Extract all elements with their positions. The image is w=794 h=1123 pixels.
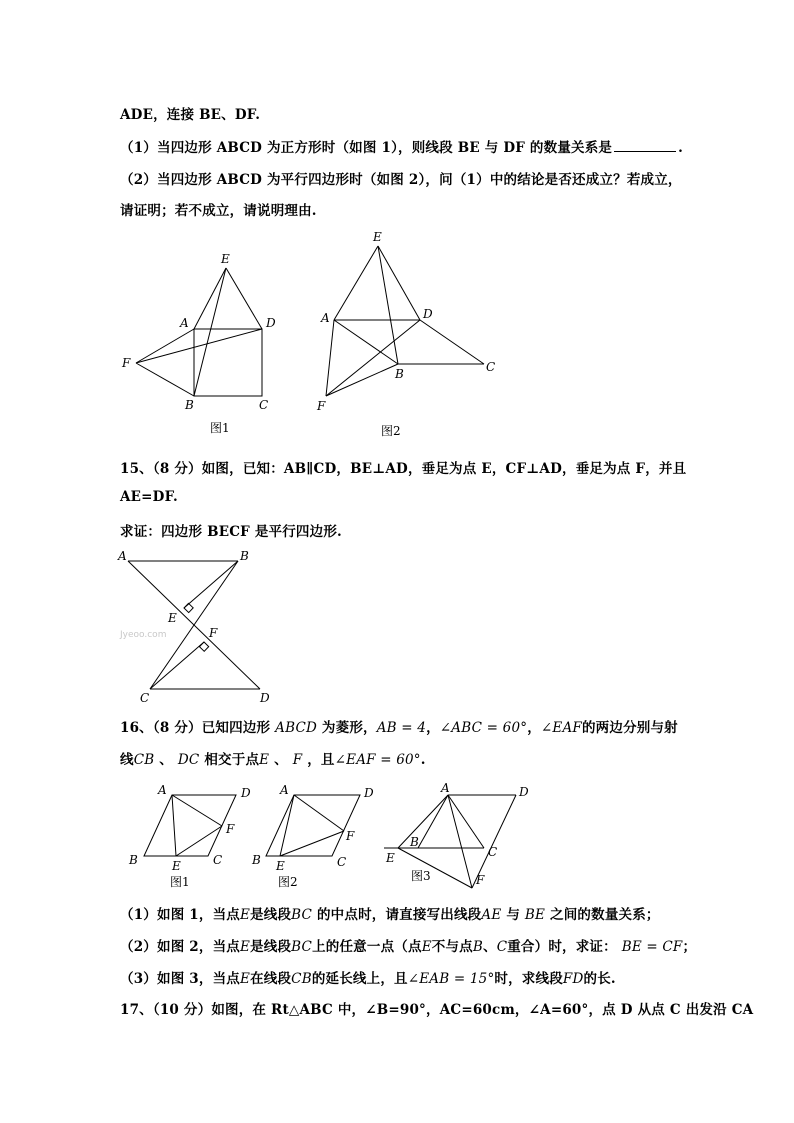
fig3-caption: 图3 (411, 869, 431, 883)
text: ， (527, 720, 541, 736)
p16-q2 (120, 935, 696, 955)
math: BC (291, 939, 313, 955)
text: ，且 (307, 752, 335, 768)
p14-q1-text: （1）当四边形 ABCD 为正方形时（如图 1），则线段 BE 与 DF 的数量关系是 (120, 140, 613, 156)
label-f: F (122, 356, 131, 370)
text: 线 (120, 752, 134, 768)
fig2-caption: 图2 (278, 875, 298, 889)
p14-q2-line1: （2）当四边形 ABCD 为平行四边形时（如图 2），问（1）中的结论是否还成立？若成立， (120, 172, 682, 188)
label-a: A (321, 311, 330, 325)
label-c: C (488, 845, 498, 859)
p16-fig1-lines (144, 795, 236, 856)
math: BE = CF (621, 939, 683, 955)
math: B (472, 939, 483, 955)
label-b: B (395, 367, 404, 381)
math: ∠EAF = 60° (334, 752, 421, 768)
label-a: A (180, 316, 189, 330)
math: E (240, 971, 251, 987)
label-b: B (185, 398, 194, 412)
text: 是线段 (250, 939, 292, 955)
text: 在线段 (250, 971, 292, 987)
label-a: A (280, 783, 289, 797)
label-b: B (252, 853, 261, 867)
rhombus-abcd (266, 795, 360, 856)
label-a: A (441, 781, 450, 795)
watermark: Jyeoo.com (120, 630, 167, 640)
p16-fig2-lines (266, 795, 360, 856)
text: ； (682, 939, 697, 955)
label-f: F (226, 822, 235, 836)
text: 的两边分别与射 (581, 720, 678, 736)
label-e: E (373, 230, 382, 244)
fig1-caption: 图1 (170, 875, 190, 889)
label-d: D (423, 307, 433, 321)
label-b: B (240, 549, 249, 563)
text: （3）如图 3，当点 (120, 971, 240, 987)
text: 、 (482, 939, 497, 955)
label-c: C (486, 360, 496, 374)
label-c: C (213, 853, 223, 867)
math: ∠EAB = 15° (407, 971, 495, 987)
p17-line1: 17、（10 分）如图，在 Rt△ABC 中，∠B=90°，AC=60cm，∠A=60°，点 D 从点 C 出发沿 CA (120, 1002, 754, 1018)
text: ， (426, 720, 440, 736)
label-c: C (140, 691, 150, 705)
fig2-caption: 图2 (381, 424, 401, 438)
text: 重合）时，求证： (507, 939, 617, 955)
math: ∠ABC = 60° (439, 720, 528, 736)
math: C (496, 939, 508, 955)
text: . (420, 752, 426, 768)
segment-af (172, 795, 222, 826)
math: FD (562, 971, 584, 987)
p14-line1: ADE，连接 BE、DF. (120, 107, 261, 123)
text: （1）如图 1，当点 (120, 907, 240, 923)
label-e: E (172, 859, 181, 873)
p14-q1-end: . (678, 140, 684, 156)
math: BE (524, 907, 546, 923)
segment-ae (172, 795, 176, 856)
label-f: F (317, 399, 326, 413)
text: 的延长线上，且 (311, 971, 408, 987)
segment-ae (280, 795, 294, 856)
text: 的中点时，请直接写出线段 (316, 907, 482, 923)
label-a: A (158, 783, 167, 797)
text: 、 (274, 752, 288, 768)
text: 是线段 (250, 907, 292, 923)
label-f: F (209, 626, 218, 640)
label-e: E (168, 611, 177, 625)
segment-ef (398, 848, 472, 888)
math: E (421, 939, 432, 955)
segment-af (294, 795, 344, 831)
math: ABCD (275, 720, 318, 736)
math: AB = 4 (376, 720, 427, 736)
math: BC (291, 907, 313, 923)
text: （2）如图 2，当点 (120, 939, 240, 955)
text: 16、（8 分）已知四边形 (120, 720, 271, 736)
math: CB (133, 752, 155, 768)
text: 的长. (583, 971, 616, 987)
text: 与 (506, 907, 521, 923)
segment-ac (448, 795, 484, 848)
fig1-caption: 图1 (210, 421, 230, 435)
p14-q2-line2: 请证明；若不成立，请说明理由. (120, 203, 317, 219)
label-b: B (410, 835, 419, 849)
math: CB (291, 971, 312, 987)
label-d: D (241, 786, 251, 800)
segment-ef (280, 831, 344, 856)
text: 上的任意一点（点 (312, 939, 422, 955)
label-d: D (519, 785, 529, 799)
math: AE (481, 907, 502, 923)
text: 、 (159, 752, 173, 768)
label-f: F (346, 829, 355, 843)
p15-line2: AE=DF. (120, 489, 178, 505)
p16-q1 (120, 903, 660, 923)
label-f: F (476, 873, 485, 887)
label-d: D (364, 786, 374, 800)
label-c: C (259, 398, 269, 412)
math: E (259, 752, 270, 768)
text: 时，求线段 (494, 971, 563, 987)
label-e: E (276, 859, 285, 873)
p15-line3: 求证：四边形 BECF 是平行四边形. (120, 524, 342, 540)
label-d: D (260, 691, 270, 705)
p15-line1: 15、（8 分）如图，已知：AB∥CD，BE⊥AD，垂足为点 E，CF⊥AD，垂足为点 F，并且 (120, 461, 687, 477)
math: F (292, 752, 303, 768)
text: 不与点 (431, 939, 473, 955)
p16-fig3-lines (384, 795, 516, 888)
p16-q3 (120, 967, 616, 987)
label-e: E (386, 851, 395, 865)
label-a: A (118, 549, 127, 563)
segment-af (448, 795, 472, 888)
label-b: B (129, 853, 138, 867)
math: E (240, 939, 251, 955)
math: E (240, 907, 251, 923)
math: DC (177, 752, 200, 768)
text: 为菱形， (321, 720, 377, 736)
label-e: E (221, 252, 230, 266)
label-d: D (266, 316, 276, 330)
math: ∠EAF (540, 720, 582, 736)
text: 之间的数量关系； (550, 907, 660, 923)
text: 相交于点 (204, 752, 260, 768)
label-c: C (337, 855, 347, 869)
